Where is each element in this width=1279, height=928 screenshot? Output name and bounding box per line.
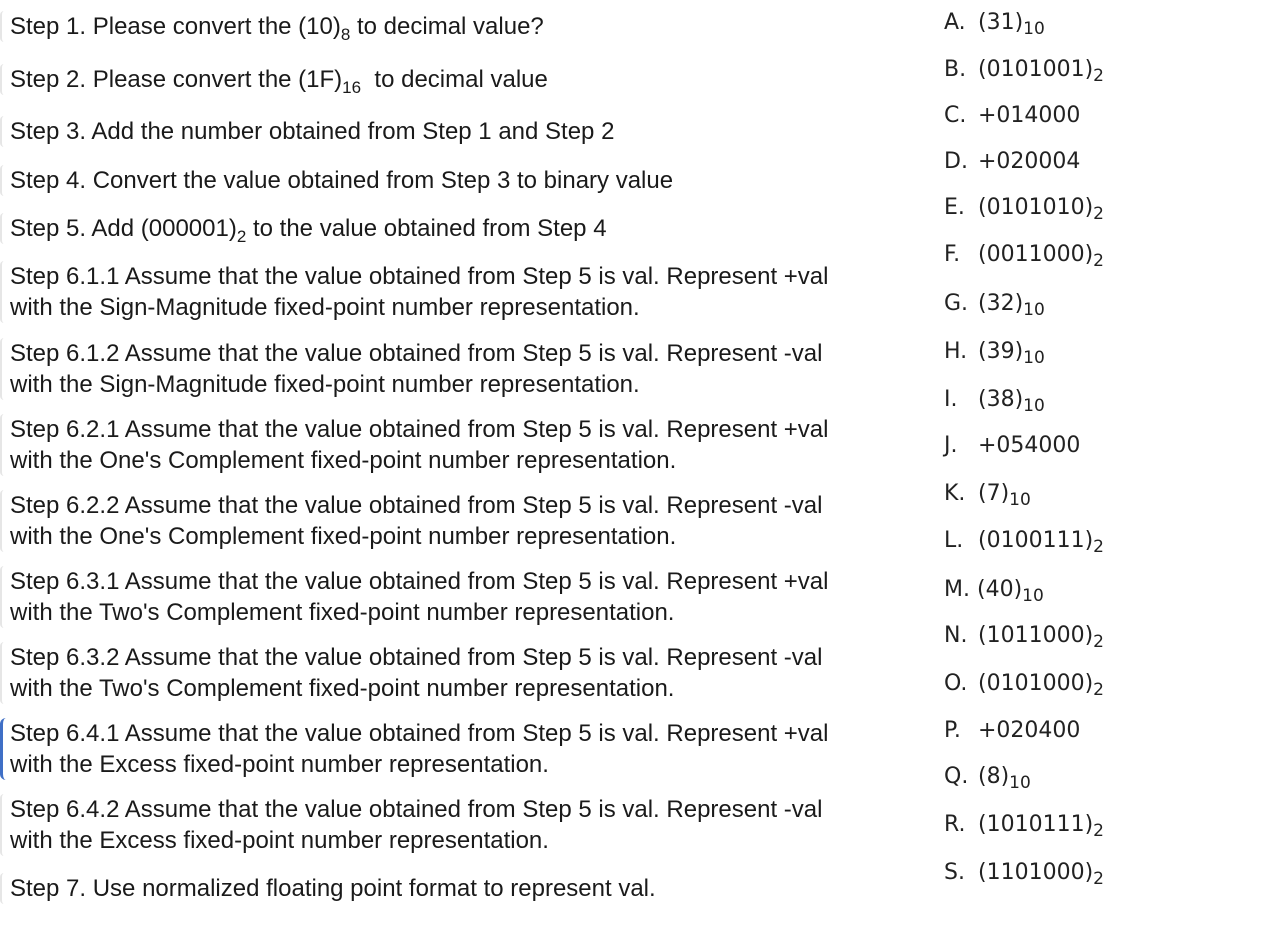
option-letter: G. [944,291,969,316]
step-text-main: Step 6.2.2 Assume that the value obtained from Step 5 is val. Represent -val [10,492,823,519]
option-letter: Q. [944,764,969,789]
step-text-main: Step 4. Convert the value obtained from Step 3 to binary value [10,167,674,194]
option-value: (0101010) [978,195,1094,220]
base-subscript: 2 [1093,537,1104,557]
step-text-main: Step 1. Please convert the (10) [10,13,341,40]
base-subscript: 10 [1022,586,1044,606]
base-subscript: 2 [236,227,247,246]
answer-option[interactable] [944,242,1104,276]
step-text [10,369,926,400]
option-letter: E. [944,195,965,220]
option-letter: A. [944,10,966,35]
option-value: (32) [978,291,1024,316]
base-subscript: 2 [1093,869,1104,889]
base-subscript: 2 [1093,204,1104,224]
base-subscript: 10 [1009,490,1031,510]
option-letter: N. [944,623,968,648]
option-letter: I. [944,387,958,412]
step-text-main: with the One's Complement fixed-point number representation. [10,447,677,474]
step-text-tail: to decimal value [361,66,548,93]
step-text [10,165,926,196]
step-item[interactable] [0,873,926,904]
option-value: (0100111) [978,528,1094,553]
answer-option[interactable] [944,481,1031,515]
step-item[interactable] [0,261,926,323]
base-subscript: 2 [1093,251,1104,271]
option-letter: O. [944,671,968,696]
option-value: (38) [978,387,1024,412]
step-text [10,338,926,369]
step-text [10,445,926,476]
option-value: (40) [977,577,1023,602]
step-text [10,490,926,521]
step-text [10,64,926,95]
step-text [10,873,926,904]
step-text-main: Step 6.3.1 Assume that the value obtained from Step 5 is val. Represent +val [10,568,829,595]
step-item[interactable] [0,490,926,552]
answer-option[interactable] [944,433,1080,467]
option-value: (8) [978,764,1010,789]
answer-option[interactable] [944,10,1045,44]
answer-option[interactable] [944,860,1104,894]
step-text-main: with the Two's Complement fixed-point number representation. [10,675,675,702]
step-text [10,794,926,825]
option-letter: S. [944,860,965,885]
step-text [10,213,926,244]
step-text-main: Step 2. Please convert the (1F) [10,66,343,93]
base-subscript: 10 [1023,19,1045,39]
step-item[interactable] [0,642,926,704]
base-subscript: 10 [1023,348,1045,368]
step-item[interactable] [0,566,926,628]
option-value: +054000 [978,433,1081,458]
step-text-main: with the One's Complement fixed-point number representation. [10,523,677,550]
base-subscript: 10 [1023,300,1045,320]
option-value: (39) [978,339,1024,364]
answer-option[interactable] [944,577,1044,611]
answer-option[interactable] [944,764,1031,798]
step-item[interactable] [0,718,926,780]
answer-option[interactable] [944,103,1080,137]
step-item[interactable] [0,116,926,147]
option-value: (0101001) [978,57,1094,82]
base-subscript: 10 [1009,773,1031,793]
step-text [10,673,926,704]
step-text-main: Step 5. Add (000001) [10,215,237,242]
answer-option[interactable] [944,57,1104,91]
option-letter: C. [944,103,967,128]
step-text [10,597,926,628]
option-value: (7) [978,481,1010,506]
option-letter: R. [944,812,966,837]
answer-option[interactable] [944,718,1080,752]
step-text-main: with the Two's Complement fixed-point number representation. [10,599,675,626]
answer-option[interactable] [944,339,1045,373]
step-item[interactable] [0,64,926,95]
step-text-main: with the Excess fixed-point number representation. [10,827,549,854]
option-value: +014000 [978,103,1081,128]
option-value: (1101000) [978,860,1094,885]
step-text-main: with the Sign-Magnitude fixed-point number representation. [10,371,640,398]
step-text-main: Step 6.4.1 Assume that the value obtained from Step 5 is val. Represent +val [10,720,829,747]
base-subscript: 2 [1093,632,1104,652]
option-letter: P. [944,718,961,743]
option-letter: H. [944,339,968,364]
step-text [10,116,926,147]
answer-option[interactable] [944,195,1104,229]
step-item[interactable] [0,11,926,42]
step-text [10,749,926,780]
answer-option[interactable] [944,291,1045,325]
option-value: +020004 [978,149,1081,174]
step-text [10,566,926,597]
option-letter: F. [944,242,961,267]
step-text-main: Step 3. Add the number obtained from Step 1 and Step 2 [10,118,615,145]
option-value: +020400 [978,718,1081,743]
step-item[interactable] [0,794,926,856]
option-letter: J. [944,433,958,458]
option-value: (1010111) [978,812,1094,837]
option-letter: K. [944,481,966,506]
step-text [10,414,926,445]
step-text [10,521,926,552]
step-text [10,292,926,323]
step-text [10,718,926,749]
option-value: (0011000) [978,242,1094,267]
step-text [10,825,926,856]
step-text-main: Step 6.1.2 Assume that the value obtained from Step 5 is val. Represent -val [10,340,823,367]
answer-option[interactable] [944,671,1104,705]
step-text-tail: to decimal value? [350,13,544,40]
step-text-main: with the Excess fixed-point number representation. [10,751,549,778]
step-item[interactable] [0,213,926,244]
step-text [10,642,926,673]
step-text-main: Step 6.3.2 Assume that the value obtained from Step 5 is val. Represent -val [10,644,823,671]
answer-option[interactable] [944,528,1104,562]
option-letter: B. [944,57,967,82]
base-subscript: 16 [342,78,362,97]
step-item[interactable] [0,338,926,400]
step-text-main: Step 6.1.1 Assume that the value obtained from Step 5 is val. Represent +val [10,263,829,290]
step-text-main: Step 6.2.1 Assume that the value obtained from Step 5 is val. Represent +val [10,416,829,443]
option-value: (31) [978,10,1024,35]
option-letter: L. [944,528,964,553]
option-value: (0101000) [978,671,1094,696]
base-subscript: 10 [1023,396,1045,416]
step-item[interactable] [0,414,926,476]
option-letter: M. [944,577,970,602]
step-text-tail: to the value obtained from Step 4 [246,215,607,242]
base-subscript: 2 [1093,66,1104,86]
answer-option[interactable] [944,812,1104,846]
step-text-main: with the Sign-Magnitude fixed-point number representation. [10,294,640,321]
step-text [10,261,926,292]
base-subscript: 2 [1093,821,1104,841]
step-text-main: Step 7. Use normalized floating point format to represent val. [10,875,656,902]
step-text-main: Step 6.4.2 Assume that the value obtained from Step 5 is val. Represent -val [10,796,823,823]
answer-option[interactable] [944,623,1104,657]
base-subscript: 8 [340,25,351,44]
step-item[interactable] [0,165,926,196]
option-letter: D. [944,149,968,174]
option-value: (1011000) [978,623,1094,648]
base-subscript: 2 [1093,680,1104,700]
step-text [10,11,926,42]
answer-option[interactable] [944,149,1080,183]
answer-option[interactable] [944,387,1045,421]
